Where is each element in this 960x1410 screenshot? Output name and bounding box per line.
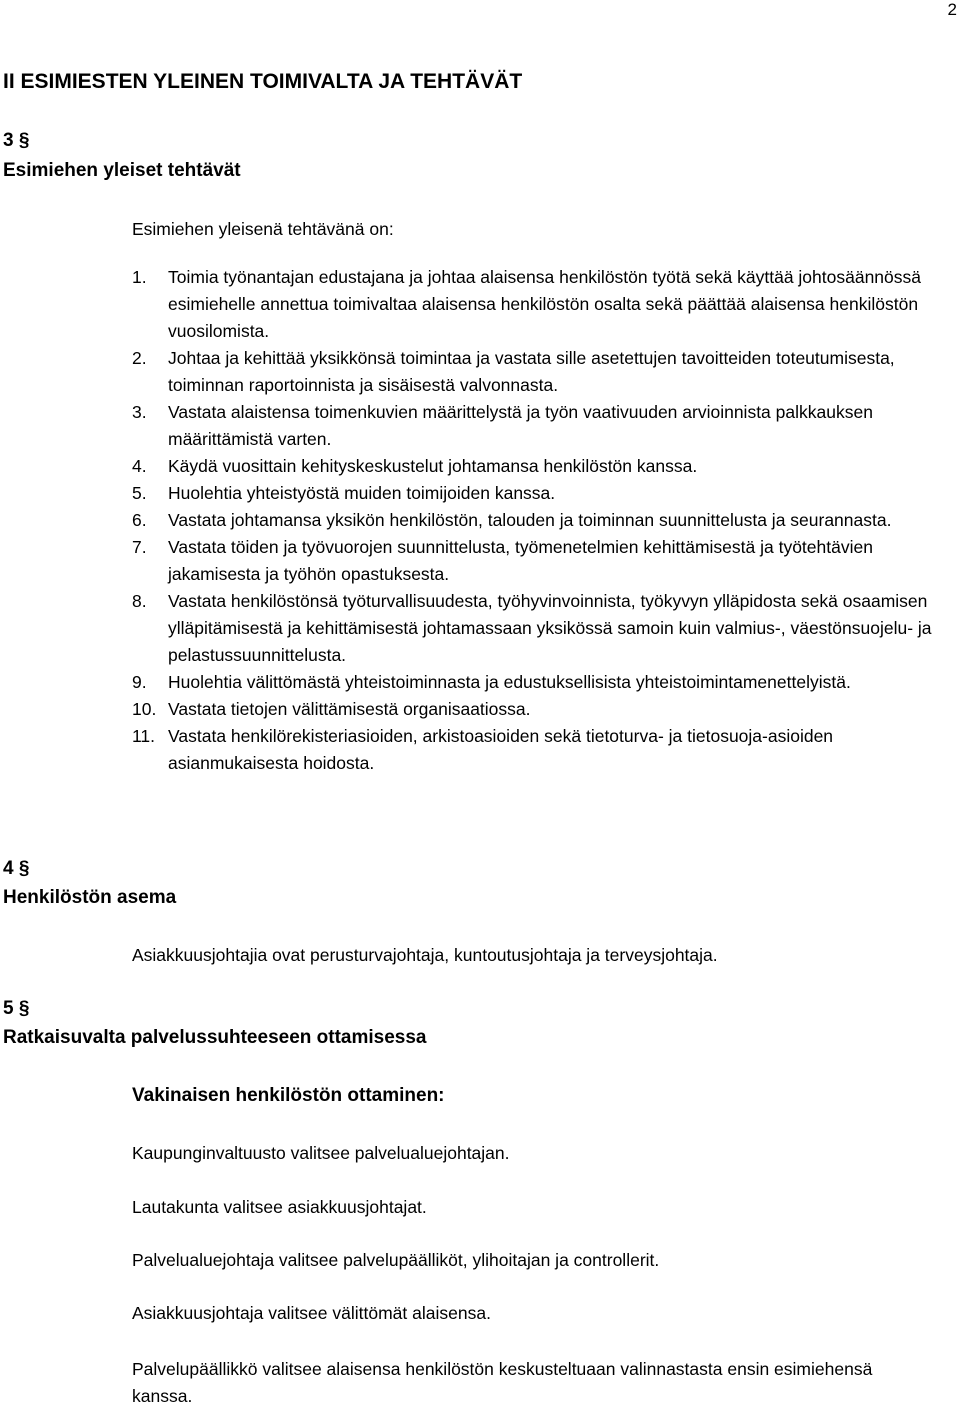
list-item-number: 10. — [132, 699, 157, 719]
list-item — [132, 507, 947, 534]
section-5-number: 5 § — [3, 998, 30, 1019]
list-item — [132, 264, 947, 345]
section-4-text: Asiakkuusjohtajia ovat perusturvajohtaja, kuntoutusjohtaja ja terveysjohtaja. — [132, 945, 718, 965]
list-item-text: Vastata töiden ja työvuorojen suunnittelusta, työmenetelmien kehittämisestä ja työtehtävien jakamisesta ja työhön opastuksesta. — [168, 537, 873, 584]
list-item-text: Toimia työnantajan edustajana ja johtaa alaisensa henkilöstön työtä sekä käyttää johtosäännössä esimiehelle annettua toimivaltaa alaisensa henkilöstön osalta sekä päättää alaisensa henkilöstön vuosilomista. — [168, 267, 922, 341]
list-item-text: Huolehtia välittömästä yhteistoiminnasta ja edustuksellisista yhteistoimintamenettelyistä. — [168, 672, 851, 692]
list-item — [132, 534, 947, 588]
list-item — [132, 588, 947, 669]
list-item-number: 11. — [132, 726, 156, 746]
list-item — [132, 696, 947, 723]
list-item-number: 1. — [132, 267, 147, 287]
list-item-text: Käydä vuosittain kehityskeskustelut johtamansa henkilöstön kanssa. — [168, 456, 698, 476]
list-item-number: 9. — [132, 672, 147, 692]
duties-list — [132, 264, 947, 777]
chapter-title: II ESIMIESTEN YLEINEN TOIMIVALTA JA TEHTÄVÄT — [3, 70, 523, 93]
page-number: 2 — [947, 0, 957, 19]
paragraph: Asiakkuusjohtaja valitsee välittömät alaisensa. — [132, 1303, 491, 1323]
list-item-number: 2. — [132, 348, 147, 368]
list-item — [132, 399, 947, 453]
list-item-number: 5. — [132, 483, 147, 503]
list-item-number: 3. — [132, 402, 147, 422]
list-item-number: 7. — [132, 537, 147, 557]
section-3-number: 3 § — [3, 130, 30, 151]
list-item — [132, 669, 947, 696]
list-item-text: Johtaa ja kehittää yksikkönsä toimintaa ja vastata sille asetettujen tavoitteiden toteutumisesta, toiminnan raportoinnista ja sisäisestä valvonnasta. — [168, 348, 895, 395]
section-5-title: Ratkaisuvalta palvelussuhteeseen ottamisessa — [3, 1027, 427, 1048]
list-item — [132, 345, 947, 399]
list-item-number: 8. — [132, 591, 147, 611]
section-4-title: Henkilöstön asema — [3, 887, 177, 908]
list-item — [132, 453, 947, 480]
list-item — [132, 480, 947, 507]
list-item-text: Vastata johtamansa yksikön henkilöstön, talouden ja toiminnan suunnittelusta ja seurannasta. — [168, 510, 892, 530]
list-item-number: 6. — [132, 510, 147, 530]
paragraph: Kaupunginvaltuusto valitsee palvelualuejohtajan. — [132, 1143, 510, 1163]
list-item-text: Vastata tietojen välittämisestä organisaatiossa. — [168, 699, 531, 719]
paragraph: Palvelualuejohtaja valitsee palvelupäälliköt, ylihoitajan ja controllerit. — [132, 1250, 660, 1270]
section-4-number: 4 § — [3, 858, 30, 879]
section-5-subheading: Vakinaisen henkilöstön ottaminen: — [132, 1085, 445, 1106]
list-item-text: Vastata alaistensa toimenkuvien määrittelystä ja työn vaativuuden arvioinnista palkkauksen määrittämistä varten. — [168, 402, 873, 449]
paragraph: Lautakunta valitsee asiakkuusjohtajat. — [132, 1197, 427, 1217]
list-item-text: Vastata henkilörekisteriasioiden, arkistoasioiden sekä tietoturva- ja tietosuoja-asioiden asianmukaisesta hoidosta. — [168, 726, 834, 773]
list-item-text: Vastata henkilöstönsä työturvallisuudesta, työhyvinvoinnista, työkyvyn ylläpidosta sekä osaamisen ylläpitämisestä ja kehittämisestä johtamassaan yksikössä samoin kuin valmius-, väestönsuojelu- ja pelastussuunnittelusta. — [168, 591, 932, 665]
list-item-number: 4. — [132, 456, 147, 476]
section-3-intro: Esimiehen yleisenä tehtävänä on: — [132, 219, 394, 239]
list-item — [132, 723, 947, 777]
list-item-text: Huolehtia yhteistyöstä muiden toimijoiden kanssa. — [168, 483, 556, 503]
paragraph: Palvelupäällikkö valitsee alaisensa henkilöstön keskusteltuaan valinnastasta ensin esimiehensä kanssa. — [132, 1359, 873, 1406]
section-3-title: Esimiehen yleiset tehtävät — [3, 160, 241, 181]
